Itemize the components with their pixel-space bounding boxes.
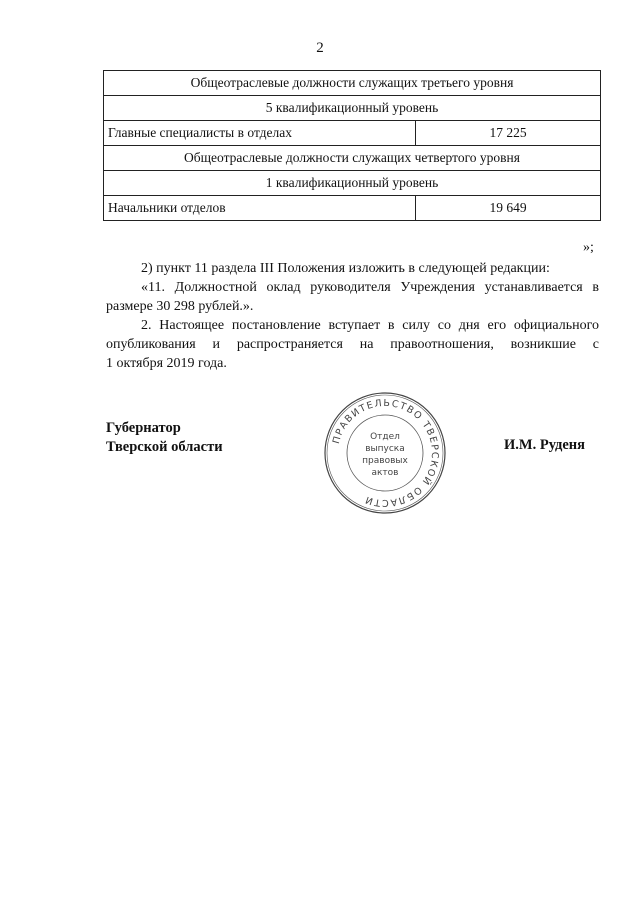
stamp-inner-line: правовых — [362, 456, 408, 466]
signatory-name: И.М. Руденя — [504, 437, 586, 453]
qualification-level-cell: 5 квалификационный уровень — [104, 96, 601, 121]
effective-date-line-2: опубликования и распространяется на правоотношения, возникшие с — [106, 337, 599, 352]
effective-date-line-3: 1 октября 2019 года. — [106, 356, 227, 371]
effective-date-line-1: 2. Настоящее постановление вступает в силу со дня его официального — [141, 318, 599, 333]
signatory-title-line: Губернатор — [106, 420, 181, 436]
position-name-cell: Главные специалисты в отделах — [104, 121, 416, 146]
salary-value-cell: 19 649 — [416, 196, 601, 221]
qualification-level-cell: 1 квалификационный уровень — [104, 171, 601, 196]
stamp-ring-text: ПРАВИТЕЛЬСТВО ТВЕРСКОЙ ОБЛАСТИ — [330, 397, 441, 509]
group-header-cell: Общеотраслевые должности служащих третьего уровня — [104, 71, 601, 96]
table-row — [104, 121, 601, 146]
position-name-cell: Начальники отделов — [104, 196, 416, 221]
quoted-clause-line-2: размере 30 298 рублей.». — [106, 299, 254, 314]
signatory-title — [106, 419, 223, 457]
salary-table — [103, 70, 601, 221]
stamp-inner-line: выпуска — [365, 444, 405, 454]
page-number: 2 — [316, 40, 324, 56]
table-row — [104, 196, 601, 221]
table-row — [104, 71, 601, 96]
table-row — [104, 171, 601, 196]
paragraph-item-2: 2) пункт 11 раздела III Положения изложить в следующей редакции: — [141, 261, 550, 276]
quoted-clause-line-1: «11. Должностной оклад руководителя Учреждения устанавливается в — [141, 280, 599, 295]
table-row — [104, 146, 601, 171]
official-stamp — [323, 391, 447, 515]
stamp-inner-line: актов — [371, 468, 399, 478]
group-header-cell: Общеотраслевые должности служащих четвертого уровня — [104, 146, 601, 171]
signatory-title-line: Тверской области — [106, 439, 223, 455]
salary-value-cell: 17 225 — [416, 121, 601, 146]
stamp-inner-line: Отдел — [370, 432, 400, 442]
table-row — [104, 96, 601, 121]
closing-quote: »; — [583, 240, 594, 255]
